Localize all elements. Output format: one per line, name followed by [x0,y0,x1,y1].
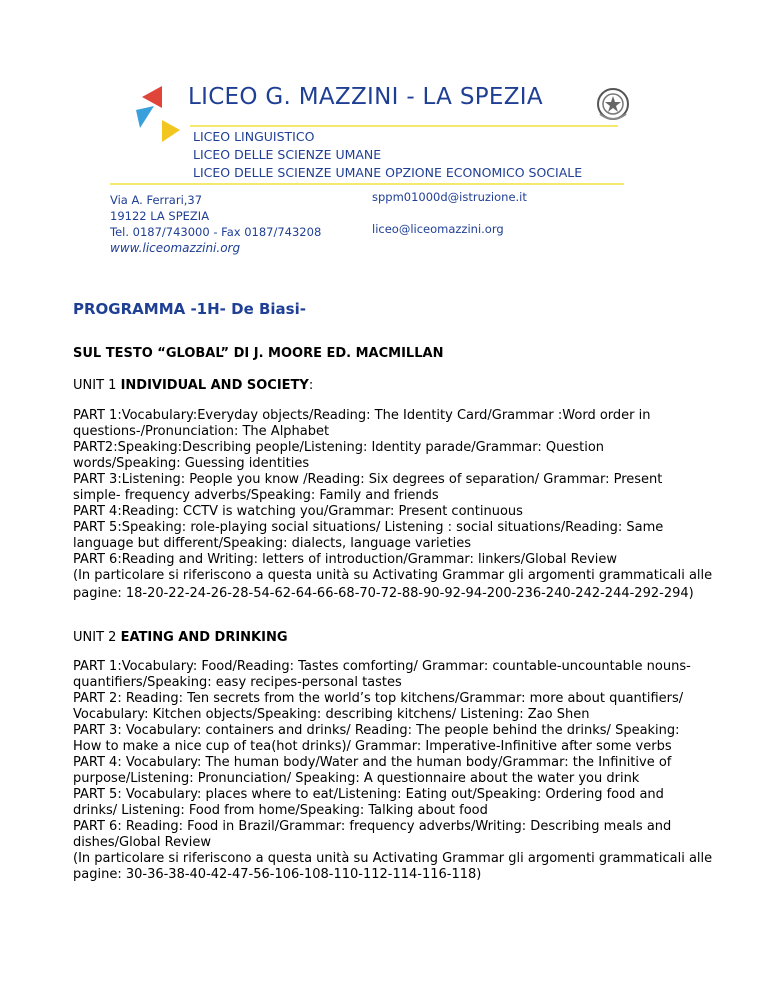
unit2-prefix: UNIT 2 [73,630,121,645]
unit2-line: drinks/ Listening: Food from home/Speaking: Talking about food [73,803,488,818]
unit1-colon: : [308,378,314,393]
unit1-line: pagine: 18-20-22-24-26-28-54-62-64-66-68-70-72-88-90-92-94-200-236-240-242-244-292-294) [73,586,694,601]
unit2-line: quantifiers/Speaking: easy recipes-personal tastes [73,675,402,690]
blue-triangle-icon [136,106,154,128]
unit2-line: dishes/Global Review [73,835,212,850]
unit2-line: PART 5: Vocabulary: places where to eat/Listening: Eating out/Speaking: Ordering food and [73,787,664,802]
course-linguistico: LICEO LINGUISTICO [193,129,315,144]
header-rule-bottom [110,183,624,185]
unit1-line: PART 5:Speaking: role-playing social situations/ Listening : social situations/Reading: Same [73,520,664,535]
yellow-triangle-icon [162,120,180,142]
unit2-line: pagine: 30-36-38-40-42-47-56-106-108-110-112-114-116-118) [73,867,482,882]
unit1-line: PART 4:Reading: CCTV is watching you/Grammar: Present continuous [73,504,523,519]
unit1-line: (In particolare si riferiscono a questa unità su Activating Grammar gli argomenti grammaticali alle [73,568,713,583]
unit1-content [73,408,733,602]
unit1-line: simple- frequency adverbs/Speaking: Family and friends [73,488,439,503]
unit2-line: Vocabulary: Kitchen objects/Speaking: describing kitchens/ Listening: Zao Shen [73,707,590,722]
book-reference: SUL TESTO “GLOBAL” DI J. MOORE ED. MACMILLAN [73,346,444,361]
email-liceo[interactable]: liceo@liceomazzini.org [372,222,504,236]
unit2-line: PART 1:Vocabulary: Food/Reading: Tastes comforting/ Grammar: countable-uncountable nouns- [73,659,691,674]
unit2-line: PART 3: Vocabulary: containers and drinks/ Reading: The people behind the drinks/ Speaking: [73,723,680,738]
unit2-line: purpose/Listening: Pronunciation/ Speaking: A questionnaire about the water you drink [73,771,640,786]
address-city: 19122 LA SPEZIA [110,209,210,223]
unit1-line: questions-/Pronunciation: The Alphabet [73,424,330,439]
course-scienze-umane: LICEO DELLE SCIENZE UMANE [193,147,382,162]
unit1-heading [73,378,313,393]
unit2-line: PART 6: Reading: Food in Brazil/Grammar: frequency adverbs/Writing: Describing meals and [73,819,672,834]
unit1-line: PART2:Speaking:Describing people/Listening: Identity parade/Grammar: Question [73,440,605,455]
red-triangle-icon [142,86,162,108]
email-istruzione[interactable]: sppm01000d@istruzione.it [372,190,527,204]
unit1-prefix: UNIT 1 [73,378,121,393]
unit1-line: words/Speaking: Guessing identities [73,456,310,471]
unit1-line: PART 1:Vocabulary:Everyday objects/Reading: The Identity Card/Grammar :Word order in [73,408,651,423]
unit1-line: PART 6:Reading and Writing: letters of introduction/Grammar: linkers/Global Review [73,552,618,567]
unit2-content [73,659,733,883]
course-economico-sociale: LICEO DELLE SCIENZE UMANE OPZIONE ECONOMICO SOCIALE [193,165,583,180]
unit2-line: How to make a nice cup of tea(hot drinks)/ Grammar: Imperative-Infinitive after some verbs [73,739,672,754]
unit2-line: (In particolare si riferiscono a questa unità su Activating Grammar gli argomenti grammaticali alle [73,851,713,866]
unit2-heading [73,630,288,645]
address-phone: Tel. 0187/743000 - Fax 0187/743208 [110,225,322,239]
italian-emblem-icon [594,84,632,124]
unit1-line: PART 3:Listening: People you know /Reading: Six degrees of separation/ Grammar: Present [73,472,663,487]
unit2-line: PART 2: Reading: Ten secrets from the world’s top kitchens/Grammar: more about quantifiers/ [73,691,684,706]
unit2-title: EATING AND DRINKING [120,630,288,645]
website-link[interactable]: www.liceomazzini.org [110,241,241,255]
header-rule-top [190,125,618,127]
unit1-title: INDIVIDUAL AND SOCIETY [120,378,309,393]
unit1-line: language but different/Speaking: dialects, language varieties [73,536,472,551]
school-name: LICEO G. MAZZINI - LA SPEZIA [188,84,543,110]
address-street: Via A. Ferrari,37 [110,193,203,207]
school-logo-triangles [118,82,190,152]
program-title: PROGRAMMA -1H- De Biasi- [73,300,306,318]
unit2-line: PART 4: Vocabulary: The human body/Water and the human body/Grammar: the Infinitive of [73,755,672,770]
